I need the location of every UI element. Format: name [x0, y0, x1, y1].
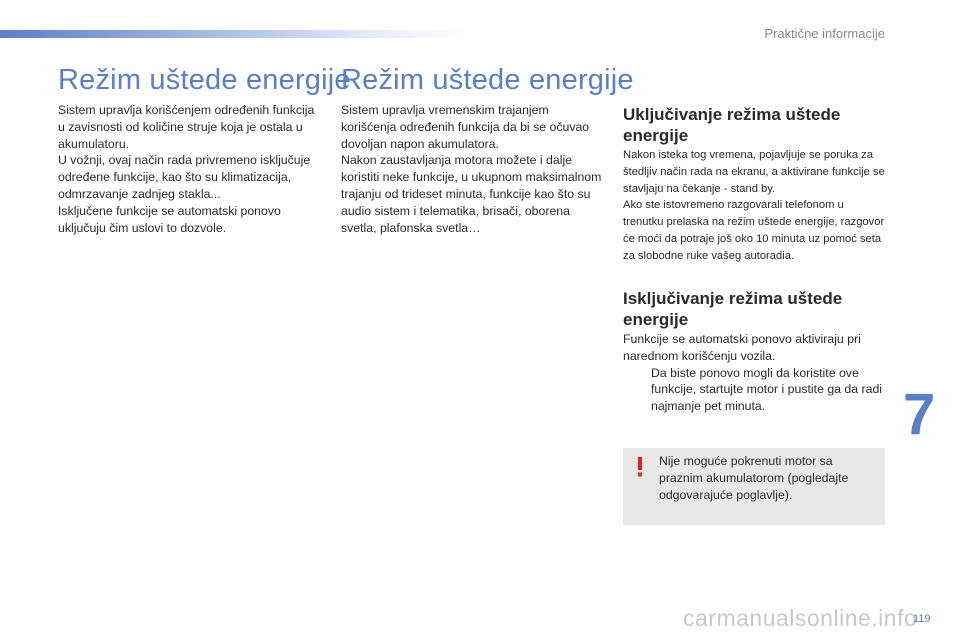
bullet-text: Da biste ponovo mogli da koristite ove funkcije, startujte motor i pustite ga da radi najmanje pet minuta. — [651, 365, 883, 414]
col1-paragraph: U vožnji, ovaj način rada privremeno isključuje određene funkcije, kao što su klimatizacija, odmrzavanje zadnjeg stakla... — [58, 153, 311, 201]
col1-paragraph: Isključene funkcije se automatski ponovo uključuju čim uslovi to dozvole. — [58, 203, 281, 235]
chapter-number: 7 — [903, 382, 936, 447]
page-number: 119 — [913, 613, 931, 625]
activation-body — [623, 147, 885, 265]
deactivation-paragraph: Funkcije se automatski ponovo aktiviraju pri narednom korišćenju vozila. — [623, 332, 861, 363]
col2-body — [341, 102, 603, 236]
col1-title: Režim uštede energije — [58, 64, 351, 96]
exclamation-warning-icon — [636, 457, 644, 477]
activation-paragraph: Nakon isteka tog vremena, pojavljuje se poruka za štedljiv način rada na ekranu, a aktivirane funkcije se stavljaju na čekanje - stand by. — [623, 149, 885, 195]
section-header: Praktične informacije — [764, 26, 885, 41]
deactivation-title: Isključivanje režima uštede energije — [623, 289, 843, 329]
col2-paragraph: Nakon zaustavljanja motora možete i dalje koristiti neke funkcije, u ukupnom maksimalnom trajanju od trideset minuta, funkcije kao što su audio sistem i telematika, brisači, oborena svetla, plafonska svetla… — [341, 153, 602, 235]
warning-note-text: Nije moguće pokrenuti motor sa praznim akumulatorom (pogledajte odgovarajuće poglavlje). — [659, 454, 849, 502]
bullet-arrow-icon — [623, 365, 651, 415]
activation-title: Uključivanje režima uštede energije — [623, 105, 841, 145]
deactivation-body — [623, 331, 885, 415]
col2-paragraph: Sistem upravlja vremenskim trajanjem korišćenja određenih funkcija da bi se očuvao dovoljan napon akumulatora. — [341, 103, 590, 151]
col1-body — [58, 102, 320, 236]
col2-title: Režim uštede energije — [341, 64, 634, 96]
watermark: carmanualsonline.info — [683, 605, 918, 631]
activation-paragraph: Ako ste istovremeno razgovarali telefonom u trenutku prelaska na režim uštede energije, razgovor će moći da potraje još oko 10 minuta uz pomoć seta za slobodne ruke vašeg autoradia. — [623, 199, 885, 262]
deactivation-bullet — [623, 365, 885, 415]
header-gradient-bar — [0, 30, 470, 38]
col1-paragraph: Sistem upravlja korišćenjem određenih funkcija u zavisnosti od količine struje koja je ostala u akumulatoru. — [58, 103, 315, 151]
